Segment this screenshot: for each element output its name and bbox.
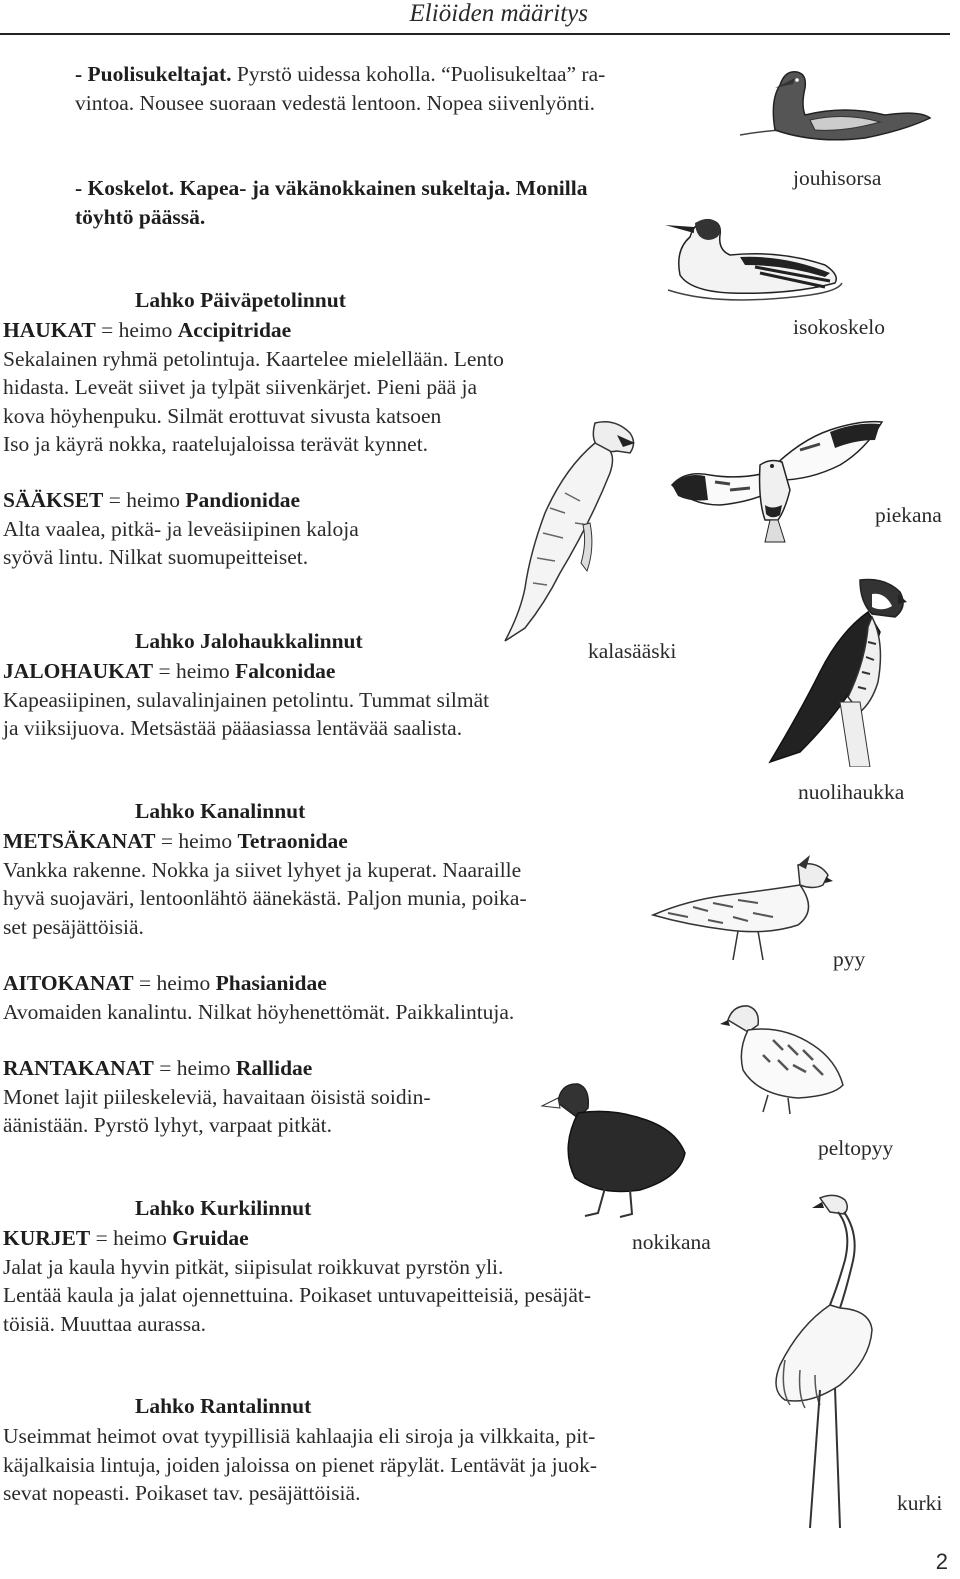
text-line xyxy=(3,827,527,856)
caption-nokikana: nokikana xyxy=(632,1230,711,1254)
duck-group-koskelot xyxy=(75,174,587,231)
peltopyy-illustration xyxy=(718,1000,848,1115)
bold-run: Pandionidae xyxy=(185,488,301,512)
bold-run: Gruidae xyxy=(172,1226,249,1250)
family-saakset-text xyxy=(3,486,359,572)
text-line xyxy=(3,1422,597,1451)
text-line xyxy=(3,1054,431,1083)
text-run: Jalat ja kaula hyvin pitkät, siipisulat roikkuvat pyrstön yli. xyxy=(3,1254,504,1279)
bold-run: Accipitridae xyxy=(177,318,292,342)
pyy-illustration xyxy=(648,855,833,965)
nokikana-illustration xyxy=(540,1078,690,1218)
family-rantakanat-text xyxy=(3,1054,431,1140)
family-aitokanat-text xyxy=(3,969,514,1026)
caption-jouhisorsa: jouhisorsa xyxy=(793,166,882,190)
text-line xyxy=(3,1253,591,1282)
text-line xyxy=(3,1111,431,1140)
caption-isokoskelo: isokoskelo xyxy=(793,315,885,339)
bold-run: KURJET xyxy=(3,1226,91,1250)
bold-run: töyhtö päässä. xyxy=(75,204,206,229)
family-jalohaukat-text xyxy=(3,657,489,743)
caption-nuolihaukka: nuolihaukka xyxy=(798,780,905,804)
text-line xyxy=(3,402,504,431)
text-line xyxy=(75,174,587,203)
order-heading-kanalinnut: Lahko Kanalinnut xyxy=(135,799,306,823)
text-run: äänistään. Pyrstö lyhyt, varpaat pitkät. xyxy=(3,1113,332,1137)
bold-run: RANTAKANAT xyxy=(3,1056,154,1080)
bold-run: Rallidae xyxy=(235,1056,313,1080)
text-run: Kapeasiipinen, sulavalinjainen petolintu. Tummat silmät xyxy=(3,687,490,712)
page-header xyxy=(0,0,950,35)
text-run: Iso ja käyrä nokka, raatelujaloissa terävät kynnet. xyxy=(3,432,429,456)
text-run: Avomaiden kanalintu. Nilkat höyhenettömät. Paikkalintuja. xyxy=(3,999,515,1024)
caption-piekana: piekana xyxy=(875,503,942,527)
text-run: = heimo xyxy=(95,318,178,342)
family-haukat-text xyxy=(3,316,504,459)
text-line xyxy=(3,1479,597,1508)
text-line xyxy=(75,203,587,232)
text-line xyxy=(3,1083,431,1112)
text-run: ja viiksijuova. Metsästää pääasiassa lentävää saalista. xyxy=(3,716,463,740)
page-number: 2 xyxy=(935,1549,948,1574)
text-line xyxy=(3,714,489,743)
kalasaaski-illustration xyxy=(495,413,640,648)
bold-run: Tetraonidae xyxy=(237,829,348,853)
order-heading-paivapetolinnut: Lahko Päiväpetolinnut xyxy=(135,288,346,312)
text-run: hidasta. Leveät siivet ja tylpät siivenkärjet. Pieni pää ja xyxy=(3,375,478,399)
text-run: Useimmat heimot ovat tyypillisiä kahlaajia eli siroja ja vilkkaita, pit- xyxy=(3,1424,596,1448)
isokoskelo-illustration xyxy=(660,195,845,310)
rantalinnut-text xyxy=(3,1422,597,1508)
text-run: Sekalainen ryhmä petolintuja. Kaartelee mielellään. Lento xyxy=(3,346,504,371)
text-run: vintoa. Nousee suoraan vedestä lentoon. Nopea siivenlyönti. xyxy=(75,90,596,115)
text-line xyxy=(3,1224,591,1253)
text-line xyxy=(3,515,359,544)
caption-kurki: kurki xyxy=(897,1491,943,1515)
header-title: Eliöiden määritys xyxy=(409,0,588,27)
text-run: Alta vaalea, pitkä- ja leveäsiipinen kaloja xyxy=(3,516,359,541)
text-run: Vankka rakenne. Nokka ja siivet lyhyet ja kuperat. Naaraille xyxy=(3,857,522,882)
text-run: set pesäjättöisiä. xyxy=(3,914,144,939)
caption-pyy: pyy xyxy=(833,947,866,971)
order-heading-kurkilinnut: Lahko Kurkilinnut xyxy=(135,1196,312,1220)
text-line xyxy=(75,60,605,89)
bold-run: - Koskelot. Kapea- ja väkänokkainen sukeltaja. Monilla xyxy=(75,176,588,200)
jouhisorsa-illustration xyxy=(735,60,935,160)
order-heading-jalohaukkalinnut: Lahko Jalohaukkalinnut xyxy=(135,629,363,653)
text-run: Pyrstö uidessa koholla. “Puolisukeltaa” ra- xyxy=(231,62,606,86)
text-run: töisiä. Muuttaa aurassa. xyxy=(3,1311,207,1336)
family-metsakanat-text xyxy=(3,827,527,941)
bold-run: AITOKANAT xyxy=(3,971,134,995)
text-line xyxy=(3,913,527,942)
text-run: käjalkaisia lintuja, joiden jaloissa on pienet räpylät. Lentävät ja juok- xyxy=(3,1452,598,1477)
text-line xyxy=(75,89,605,118)
text-line xyxy=(3,856,527,885)
text-line xyxy=(3,486,359,515)
order-heading-rantalinnut: Lahko Rantalinnut xyxy=(135,1394,312,1418)
bold-run: SÄÄKSET xyxy=(3,488,104,512)
text-line xyxy=(3,884,527,913)
text-run: kova höyhenpuku. Silmät erottuvat sivusta katsoen xyxy=(3,403,442,428)
text-line xyxy=(3,1310,591,1339)
text-run: sevat nopeasti. Poikaset tav. pesäjättöisiä. xyxy=(3,1481,361,1505)
text-line xyxy=(3,998,514,1027)
bold-run: METSÄKANAT xyxy=(3,829,156,853)
family-kurjet-text xyxy=(3,1224,591,1338)
text-run: = heimo xyxy=(103,488,186,512)
text-run: Lentää kaula ja jalat ojennettuina. Poikaset untuvapeitteisiä, pesäjät- xyxy=(3,1283,592,1307)
bold-run: - Puolisukeltajat. xyxy=(75,62,232,86)
kurki-illustration xyxy=(760,1190,890,1530)
text-run: = heimo xyxy=(90,1226,173,1250)
piekana-illustration xyxy=(670,410,885,545)
text-line xyxy=(3,686,489,715)
text-line xyxy=(3,430,504,459)
duck-group-puolisukeltajat xyxy=(75,60,605,117)
text-run: hyvä suojaväri, lentoonlähtö äänekästä. Paljon munia, poika- xyxy=(3,886,527,910)
nuolihaukka-illustration xyxy=(760,572,910,767)
text-line xyxy=(3,1281,591,1310)
caption-kalasaaski: kalasääski xyxy=(588,639,677,663)
bold-run: JALOHAUKAT xyxy=(3,659,154,683)
text-run: = heimo xyxy=(155,829,238,853)
text-run: = heimo xyxy=(153,659,236,683)
caption-peltopyy: peltopyy xyxy=(818,1136,894,1160)
text-run: = heimo xyxy=(133,971,216,995)
bold-run: Phasianidae xyxy=(215,971,327,995)
text-run: syövä lintu. Nilkat suomupeitteiset. xyxy=(3,545,309,569)
text-line xyxy=(3,969,514,998)
text-line xyxy=(3,657,489,686)
text-line xyxy=(3,1451,597,1480)
text-line xyxy=(3,316,504,345)
text-line xyxy=(3,373,504,402)
text-line xyxy=(3,345,504,374)
text-line xyxy=(3,543,359,572)
text-run: = heimo xyxy=(153,1056,236,1080)
bold-run: HAUKAT xyxy=(3,318,96,342)
bold-run: Falconidae xyxy=(235,659,336,683)
text-run: Monet lajit piileskeleviä, havaitaan öisistä soidin- xyxy=(3,1084,431,1109)
